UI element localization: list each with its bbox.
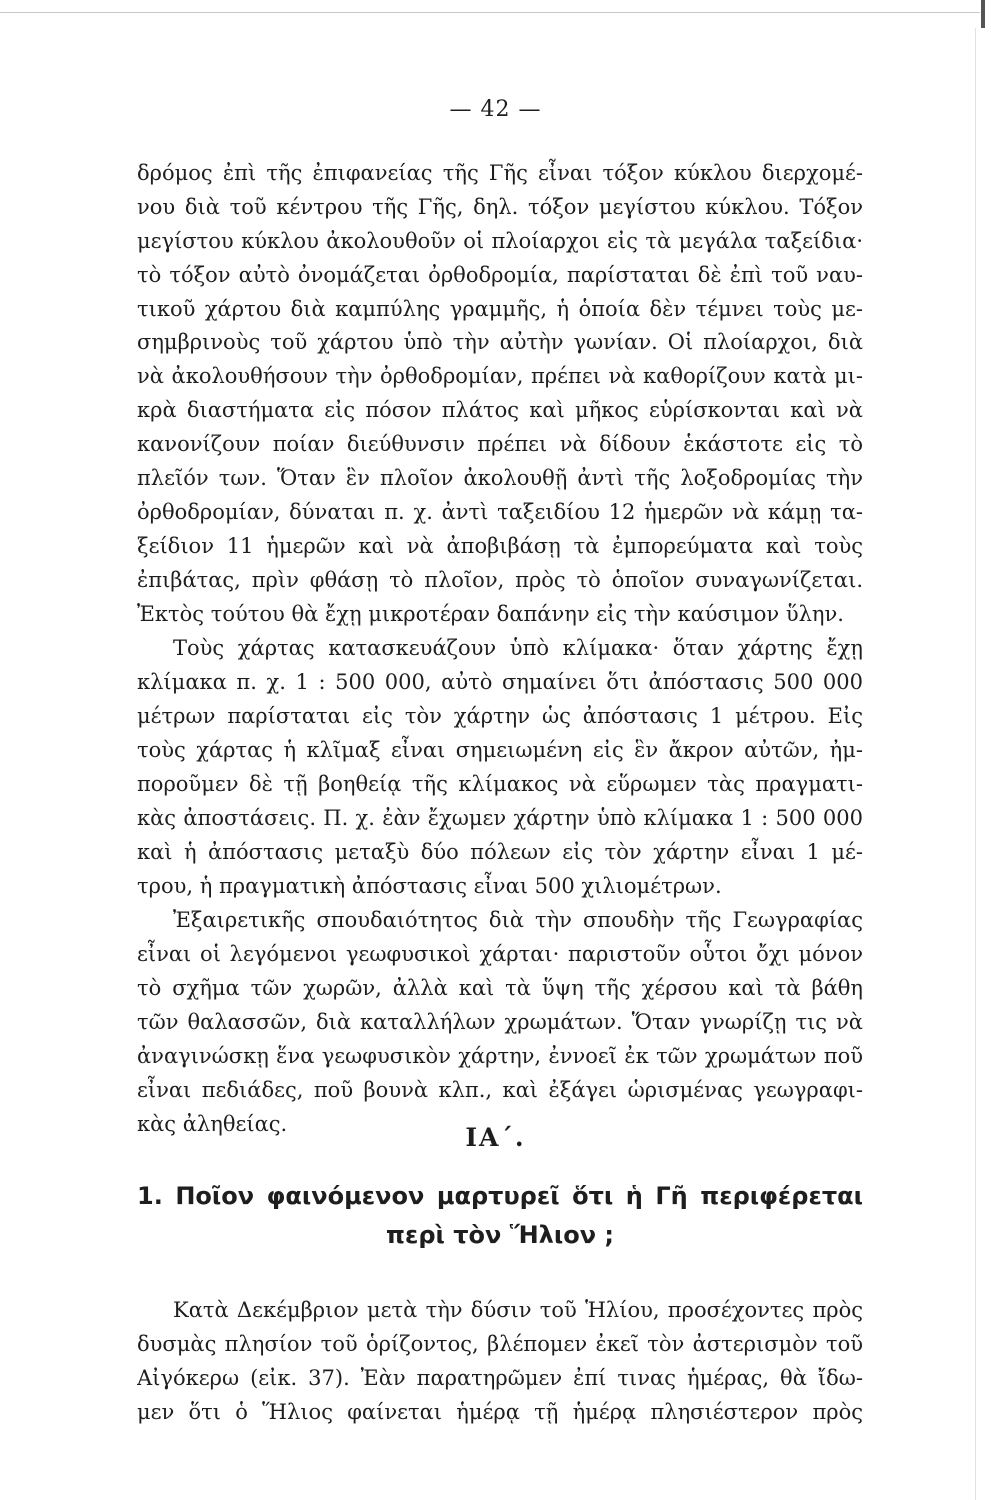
text-line: τικοῦ χάρτου διὰ καμπύλης γραμμῆς, ἡ ὁποία δὲν τέμνει τοὺς με- <box>137 297 863 321</box>
text-line: νὰ ἀκολουθήσουν τὴν ὀρθοδρομίαν, πρέπει νὰ καθορίζουν κατὰ μι- <box>137 364 863 388</box>
page-number: — 42 — <box>449 97 542 122</box>
text-line: ὀρθοδρομίαν, δύναται π. χ. ἀντὶ ταξειδίου 12 ἡμερῶν νὰ κάμῃ τα- <box>137 500 863 524</box>
text-line: μεν ὅτι ὁ Ἥλιος φαίνεται ἡμέρᾳ τῇ ἡμέρᾳ πλησιέστερον πρὸς <box>137 1400 863 1424</box>
question-title-line-1: 1. Ποῖον φαινόμενον μαρτυρεῖ ὅτι ἡ Γῆ περιφέρεται <box>137 1182 863 1210</box>
text-line: εἶναι οἱ λεγόμενοι γεωφυσικοὶ χάρται· παριστοῦν οὗτοι ὄχι μόνον <box>137 942 863 966</box>
page-right-edge <box>975 28 976 1500</box>
text-line: νου διὰ τοῦ κέντρου τῆς Γῆς, δηλ. τόξον μεγίστου κύκλου. Τόξον <box>137 195 863 219</box>
text-line: δρόμος ἐπὶ τῆς ἐπιφανείας τῆς Γῆς εἶναι τόξον κύκλου διερχομέ- <box>137 161 863 185</box>
text-line: Τοὺς χάρτας κατασκευάζουν ὑπὸ κλίμακα· ὅταν χάρτης ἔχῃ <box>173 636 863 660</box>
text-line: τὸ σχῆμα τῶν χωρῶν, ἀλλὰ καὶ τὰ ὕψη τῆς χέρσου καὶ τὰ βάθη <box>137 976 863 1000</box>
text-line: τοὺς χάρτας ἡ κλῖμαξ εἶναι σημειωμένη εἰς ἓν ἄκρον αὐτῶν, ἠμ- <box>137 738 863 762</box>
text-line: κλίμακα π. χ. 1 : 500 000, αὐτὸ σημαίνει ὅτι ἀπόστασις 500 000 <box>137 670 863 694</box>
text-line: Αἰγόκερω (εἰκ. 37). Ἐὰν παρατηρῶμεν ἐπί τινας ἡμέρας, θὰ ἴδω- <box>137 1366 863 1390</box>
text-line: κρὰ διαστήματα εἰς πόσον πλάτος καὶ μῆκος εὑρίσκονται καὶ νὰ <box>137 398 863 422</box>
text-line: μεγίστου κύκλου ἀκολουθοῦν οἱ πλοίαρχοι εἰς τὰ μεγάλα ταξείδια· <box>137 229 863 253</box>
text-line: Ἐκτὸς τούτου θὰ ἔχῃ μικροτέραν δαπάνην εἰς τὴν καύσιμον ὕλην. <box>137 602 844 626</box>
text-line: ἀναγινώσκῃ ἕνα γεωφυσικὸν χάρτην, ἐννοεῖ ἐκ τῶν χρωμάτων ποῦ <box>137 1044 863 1068</box>
text-line: καὶ ἡ ἀπόστασις μεταξὺ δύο πόλεων εἰς τὸν χάρτην εἶναι 1 μέ- <box>137 840 863 864</box>
text-line: Κατὰ Δεκέμβριον μετὰ τὴν δύσιν τοῦ Ἡλίου, προσέχοντες πρὸς <box>173 1298 863 1322</box>
text-line: τῶν θαλασσῶν, διὰ καταλλήλων χρωμάτων. Ὅταν γνωρίζῃ τις νὰ <box>137 1010 863 1034</box>
text-line: κὰς ἀποστάσεις. Π. χ. ἐὰν ἔχωμεν χάρτην ὑπὸ κλίμακα 1 : 500 000 <box>137 806 863 830</box>
text-line: ἐπιβάτας, πρὶν φθάσῃ τὸ πλοῖον, πρὸς τὸ ὁποῖον συναγωνίζεται. <box>137 568 863 592</box>
text-line: πλεῖόν των. Ὅταν ἓν πλοῖον ἀκολουθῇ ἀντὶ τῆς λοξοδρομίας τὴν <box>137 466 863 490</box>
text-line: μέτρων παρίσταται εἰς τὸν χάρτην ὡς ἀπόστασις 1 μέτρου. Εἰς <box>137 704 863 728</box>
text-line: τὸ τόξον αὐτὸ ὀνομάζεται ὀρθοδρομία, παρίσταται δὲ ἐπὶ τοῦ ναυ- <box>137 263 863 287</box>
text-line: ποροῦμεν δὲ τῇ βοηθείᾳ τῆς κλίμακος νὰ εὕρωμεν τὰς πραγματι- <box>137 772 863 796</box>
text-line: Ἐξαιρετικῆς σπουδαιότητος διὰ τὴν σπουδὴν τῆς Γεωγραφίας <box>173 908 863 932</box>
section-heading: ΙΑ΄. <box>465 1123 526 1152</box>
text-line: σημβρινοὺς τοῦ χάρτου ὑπὸ τὴν αὐτὴν γωνίαν. Οἱ πλοίαρχοι, διὰ <box>137 330 863 354</box>
text-line: κανονίζουν ποίαν διεύθυνσιν πρέπει νὰ δίδουν ἑκάστοτε εἰς τὸ <box>137 432 863 456</box>
text-line: εἶναι πεδιάδες, ποῦ βουνὰ κλπ., καὶ ἐξάγει ὡρισμένας γεωγραφι- <box>137 1078 863 1102</box>
text-line: ξείδιον 11 ἡμερῶν καὶ νὰ ἀποβιβάσῃ τὰ ἐμπορεύματα καὶ τοὺς <box>137 534 863 558</box>
text-line: δυσμὰς πλησίον τοῦ ὁρίζοντος, βλέπομεν ἐκεῖ τὸν ἀστερισμὸν τοῦ <box>137 1332 863 1356</box>
question-title-line-2: περὶ τὸν Ἥλιον ; <box>385 1221 614 1249</box>
page-binding-edge <box>981 0 985 28</box>
text-line: τρου, ἡ πραγματικὴ ἀπόστασις εἶναι 500 χιλιομέτρων. <box>137 874 722 898</box>
text-line: κὰς ἀληθείας. <box>137 1112 288 1136</box>
page-top-edge <box>0 12 980 13</box>
